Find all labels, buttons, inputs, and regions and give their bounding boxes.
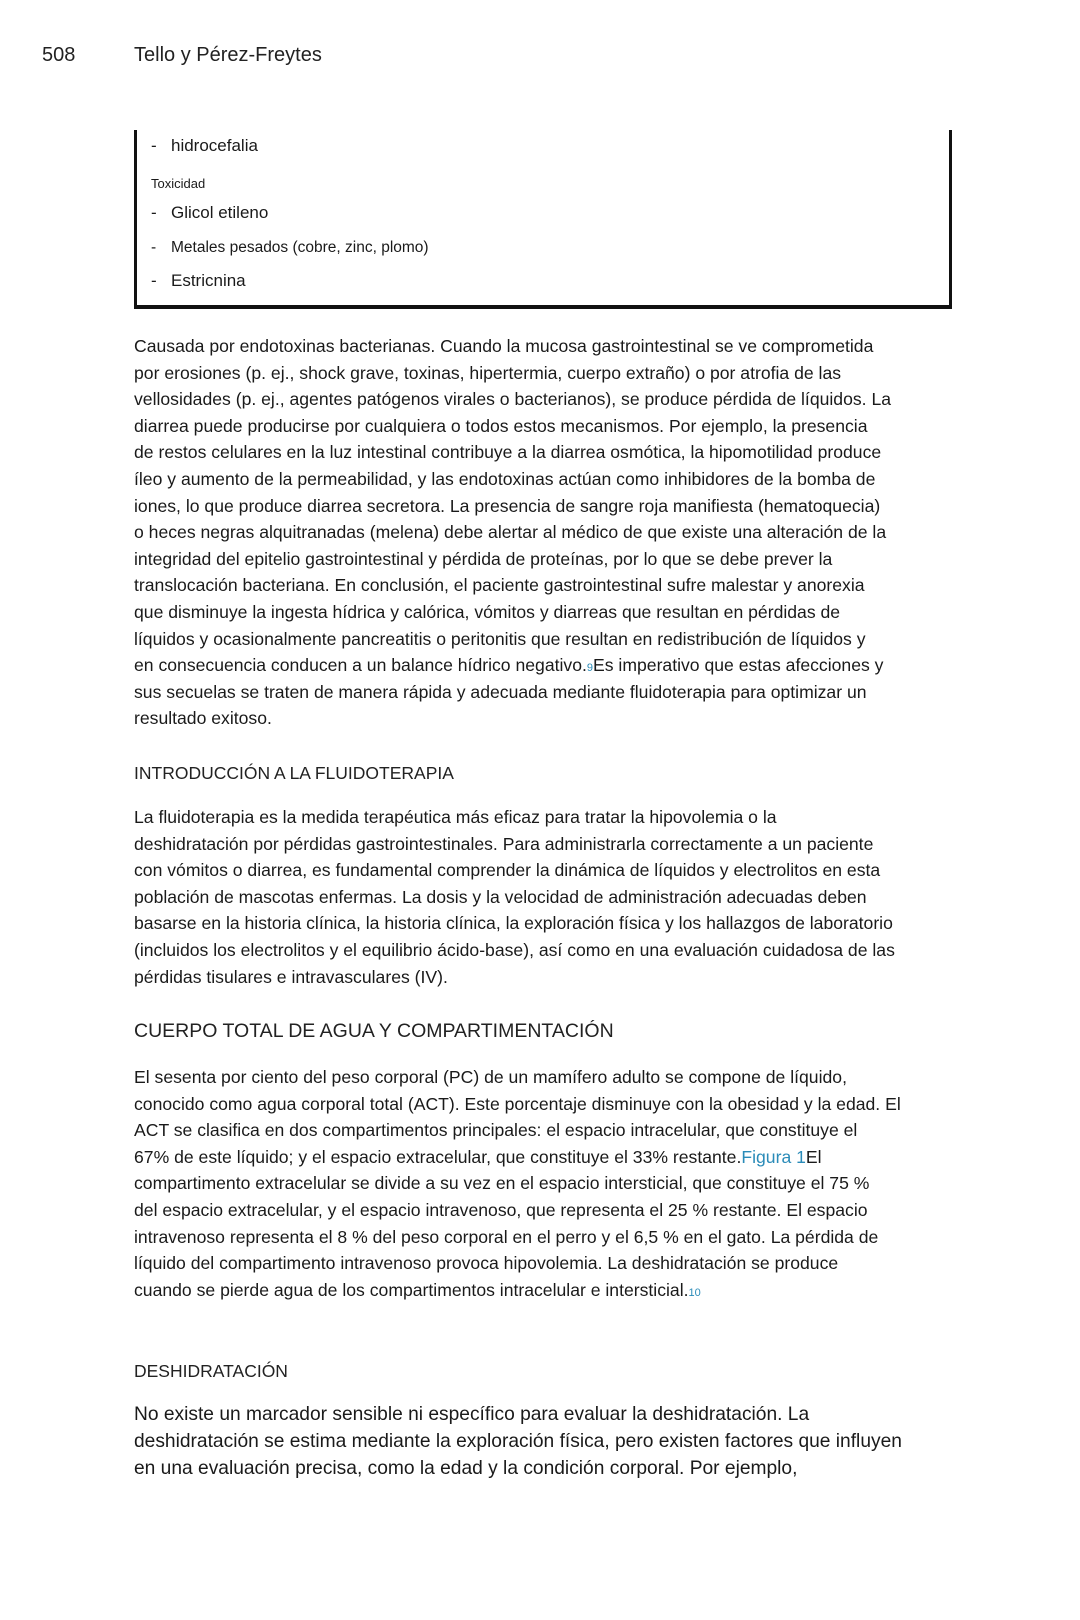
text-line: diarrea puede producirse por cualquiera o todos estos mecanismos. Por ejemplo, la presencia — [134, 415, 868, 436]
box-list-item — [151, 203, 268, 223]
citation-ref[interactable]: 10 — [688, 1286, 701, 1299]
text-line: sus secuelas se traten de manera rápida y adecuada mediante fluidoterapia para optimizar un — [134, 681, 867, 702]
text-line: población de mascotas enfermas. La dosis y la velocidad de administración adecuadas deben — [134, 886, 867, 907]
text-line: translocación bacteriana. En conclusión, el paciente gastrointestinal sufre malestar y anorexia — [134, 575, 865, 596]
item-text: Glicol etileno — [171, 203, 269, 222]
text-line: que disminuye la ingesta hídrica y calórica, vómitos y diarreas que resultan en pérdidas de — [134, 601, 841, 622]
text-line: integridad del epitelio gastrointestinal y pérdida de proteínas, por lo que se debe prever la — [134, 548, 833, 569]
paragraph-endotoxins — [134, 333, 964, 732]
text-segment: cuando se pierde agua de los compartimentos intracelular e intersticial. — [134, 1279, 689, 1300]
text-line — [134, 1144, 964, 1171]
section-heading-water: CUERPO TOTAL DE AGUA Y COMPARTIMENTACIÓN — [134, 1020, 614, 1042]
section-heading-intro: INTRODUCCIÓN A LA FLUIDOTERAPIA — [134, 763, 454, 783]
text-line: El sesenta por ciento del peso corporal (PC) de un mamífero adulto se compone de líquido, — [134, 1067, 847, 1087]
text-line: deshidratación se estima mediante la exploración física, pero existen factores que influyen — [134, 1431, 902, 1452]
text-line: vellosidades (p. ej., agentes patógenos virales o bacterianos), se produce pérdida de líquidos. La — [134, 389, 892, 410]
text-segment: 67% de este líquido; y el espacio extracelular, que constituye el 33% restante. — [134, 1146, 742, 1167]
causes-box — [134, 130, 952, 309]
text-line: líquido del compartimento intravenoso provoca hipovolemia. La deshidratación se produce — [134, 1253, 839, 1274]
text-line: en una evaluación precisa, como la edad y la condición corporal. Por ejemplo, — [134, 1458, 798, 1479]
bullet-dash: - — [151, 239, 157, 256]
text-line — [134, 652, 964, 679]
text-line: del espacio extracelular, y el espacio intravenoso, que representa el 25 % restante. El espacio — [134, 1199, 868, 1220]
text-line: deshidratación por pérdidas gastrointestinales. Para administrarla correctamente a un paciente — [134, 833, 874, 854]
bullet-dash: - — [151, 271, 157, 290]
figure-link[interactable]: Figura 1 — [741, 1146, 806, 1167]
paragraph-dehydration — [134, 1401, 964, 1482]
text-line: pérdidas tisulares e intravasculares (IV). — [134, 966, 448, 987]
box-list-item — [151, 239, 429, 257]
text-line: resultado exitoso. — [134, 708, 272, 729]
text-line: ACT se clasifica en dos compartimentos principales: el espacio intracelular, que constituye el — [134, 1120, 858, 1141]
text-segment: Es imperativo que estas afecciones y — [593, 655, 884, 676]
text-line: La fluidoterapia es la medida terapéutica más eficaz para tratar la hipovolemia o la — [134, 807, 777, 827]
text-line — [134, 1277, 964, 1304]
text-line: íleo y aumento de la permeabilidad, y las endotoxinas actúan como inhibidores de la bomba de — [134, 468, 876, 489]
text-line: No existe un marcador sensible ni específico para evaluar la deshidratación. La — [134, 1404, 810, 1425]
box-list-item — [151, 271, 246, 291]
item-text: Metales pesados (cobre, zinc, plomo) — [171, 239, 429, 256]
citation-ref[interactable]: 9 — [586, 662, 594, 675]
bullet-dash: - — [151, 203, 157, 222]
text-segment: El — [805, 1146, 822, 1167]
text-line: basarse en la historia clínica, la historia clínica, la exploración física y los hallazgos de laboratorio — [134, 913, 893, 934]
box-list-item — [151, 136, 258, 156]
bullet-dash: - — [151, 136, 157, 155]
text-line: de restos celulares en la luz intestinal contribuye a la diarrea osmótica, la hipomotilidad produce — [134, 442, 882, 463]
section-heading-dehydration: DESHIDRATACIÓN — [134, 1361, 288, 1381]
paragraph-intro — [134, 804, 964, 990]
paragraph-water — [134, 1064, 964, 1303]
item-text: Estricnina — [171, 271, 246, 290]
text-line: conocido como agua corporal total (ACT). Este porcentaje disminuye con la obesidad y la edad. El — [134, 1093, 901, 1114]
text-line: líquidos y ocasionalmente pancreatitis o peritonitis que resultan en redistribución de líquidos y — [134, 628, 866, 649]
running-head: Tello y Pérez-Freytes — [134, 44, 322, 66]
page-number: 508 — [42, 44, 76, 66]
text-line: compartimento extracelular se divide a su vez en el espacio intersticial, que constituye el 75 % — [134, 1173, 870, 1194]
text-line: (incluidos los electrolitos y el equilibrio ácido-base), así como en una evaluación cuidadosa de las — [134, 939, 895, 960]
text-line: Causada por endotoxinas bacterianas. Cuando la mucosa gastrointestinal se ve comprometida — [134, 336, 874, 356]
text-line: iones, lo que produce diarrea secretora. La presencia de sangre roja manifiesta (hematoquecia) — [134, 495, 881, 516]
text-line: por erosiones (p. ej., shock grave, toxinas, hipertermia, cuerpo extraño) o por atrofia de las — [134, 362, 842, 383]
text-line: o heces negras alquitranadas (melena) debe alertar al médico de que existe una alteración de la — [134, 522, 887, 543]
item-text: hidrocefalia — [171, 136, 258, 155]
box-subheading: Toxicidad — [151, 176, 206, 191]
text-segment: en consecuencia conducen a un balance hídrico negativo. — [134, 655, 587, 676]
text-line: con vómitos o diarrea, es fundamental comprender la dinámica de líquidos y electrolitos en esta — [134, 860, 881, 881]
text-line: intravenoso representa el 8 % del peso corporal en el perro y el 6,5 % en el gato. La pérdida de — [134, 1226, 879, 1247]
